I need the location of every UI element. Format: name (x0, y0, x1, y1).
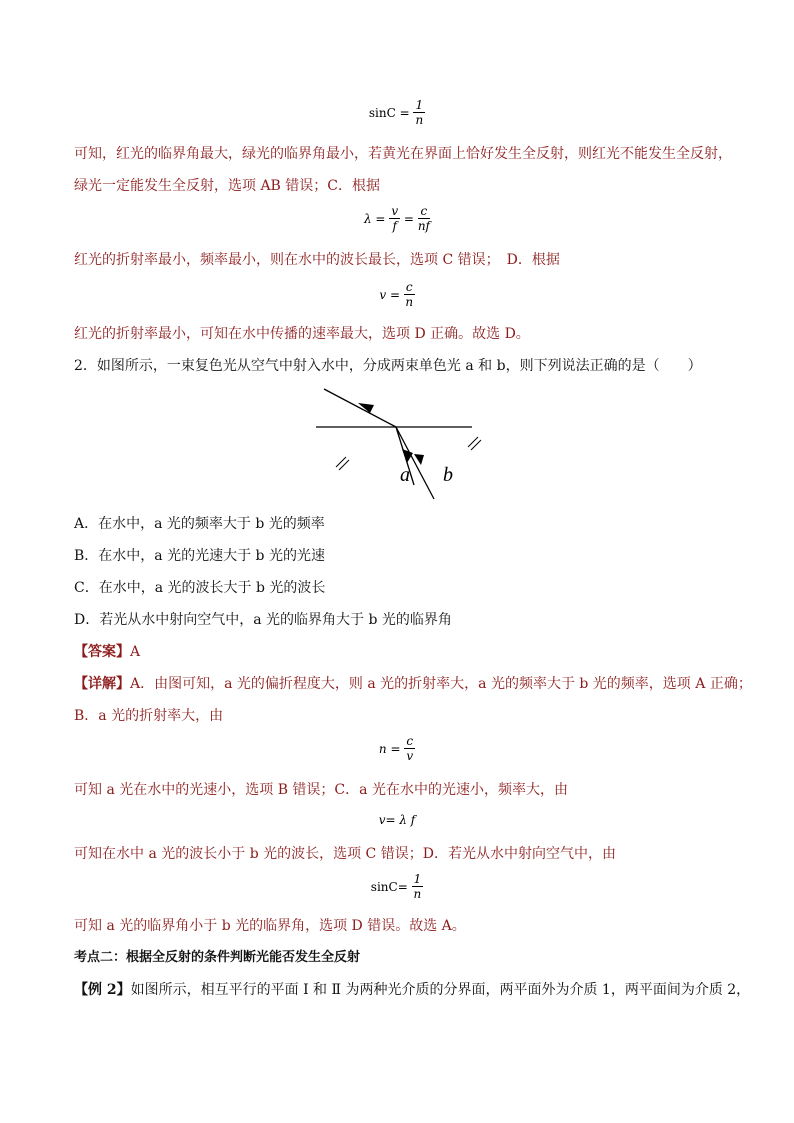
refraction-figure (300, 375, 500, 505)
equation-sinc-2 (0, 872, 794, 901)
equation-lhs: λ = (364, 211, 386, 226)
numerator: 1 (415, 98, 424, 112)
answer-line (74, 642, 140, 662)
equation-sinc-1 (0, 98, 794, 127)
detail-line-2: B．a 光的折射率大，由 (74, 708, 224, 724)
fraction (412, 872, 424, 901)
option-c: C．在水中，a 光的波长大于 b 光的波长 (74, 580, 326, 596)
equation-lhs: sinC = (368, 105, 410, 120)
numerator: c (406, 734, 414, 748)
fraction-c-nf (418, 204, 430, 233)
option-a: A．在水中，a 光的频率大于 b 光的频率 (74, 516, 325, 532)
incident-ray (324, 389, 396, 427)
detail-line-4: 可知在水中 a 光的波长小于 b 光的波长，选项 C 错误；D．若光从水中射向空气中，由 (74, 846, 616, 862)
refracted-ray-b (396, 427, 434, 499)
answer-value: A (130, 644, 141, 660)
fraction-v-f (389, 204, 400, 233)
label-a: a (400, 464, 410, 486)
detail-line-1 (74, 674, 752, 694)
paragraph-4: 红光的折射率最小，可知在水中传播的速率最大，选项 D 正确。故选 D。 (74, 326, 530, 342)
denominator: f (392, 219, 397, 233)
detail-text-1: A．由图可知，a 光的偏折程度大，则 a 光的折射率大，a 光的频率大于 b 光的频率，选项 A 正确； (130, 676, 752, 692)
example-tag: 【例 2】 (74, 982, 131, 998)
equals-sign: = (403, 211, 414, 226)
option-b: B．在水中，a 光的光速大于 b 光的光速 (74, 548, 325, 564)
numerator: c (418, 204, 430, 219)
label-b: b (443, 464, 453, 486)
detail-line-5: 可知 a 光的临界角小于 b 光的临界角，选项 D 错误。故选 A。 (74, 918, 466, 934)
fraction (404, 280, 415, 309)
detail-tag: 【详解】 (74, 676, 130, 692)
example-2 (74, 980, 750, 1000)
equation-text: v= λ f (378, 812, 416, 827)
fraction (404, 734, 415, 763)
equation-lhs: n = (378, 741, 401, 756)
denominator: n (415, 113, 424, 127)
answer-tag: 【答案】 (74, 644, 130, 660)
option-d: D．若光从水中射向空气中，a 光的临界角大于 b 光的临界角 (74, 612, 452, 628)
equation-n (0, 734, 794, 763)
example-text: 如图所示，相互平行的平面 Ⅰ 和 Ⅱ 为两种光介质的分界面，两平面外为介质 1，两平面间为介质 2， (130, 982, 751, 998)
equation-lambda (0, 204, 794, 233)
denominator: n (413, 887, 422, 901)
numerator: c (405, 280, 413, 294)
numerator: 1 (413, 872, 422, 886)
denominator: v (406, 749, 414, 763)
numerator: v (391, 204, 399, 218)
equation-v-lambda-f (0, 812, 794, 827)
paragraph-1: 可知，红光的临界角最大，绿光的临界角最小，若黄光在界面上恰好发生全反射，则红光不能发生全反射， (74, 146, 732, 162)
equation-lhs: v = (379, 287, 401, 302)
denominator: nf (417, 219, 430, 233)
paragraph-2: 绿光一定能发生全反射，选项 AB 错误；C．根据 (74, 178, 381, 194)
equation-v (0, 280, 794, 309)
detail-line-3: 可知 a 光在水中的光速小，选项 B 错误；C．a 光在水中的光速小，频率大，由 (74, 782, 568, 798)
paragraph-3: 红光的折射率最小，频率最小，则在水中的波长最长，选项 C 错误； D．根据 (74, 252, 560, 268)
hatch-left-icon (336, 457, 349, 470)
section-heading: 考点二：根据全反射的条件判断光能否发生全反射 (74, 950, 361, 965)
fraction (413, 98, 425, 127)
equation-lhs: sinC= (370, 879, 408, 894)
denominator: n (405, 295, 414, 309)
hatch-right-icon (468, 437, 481, 450)
question-2: 2．如图所示，一束复色光从空气中射入水中，分成两束单色光 a 和 b，则下列说法正确的是（ ） (74, 358, 702, 374)
